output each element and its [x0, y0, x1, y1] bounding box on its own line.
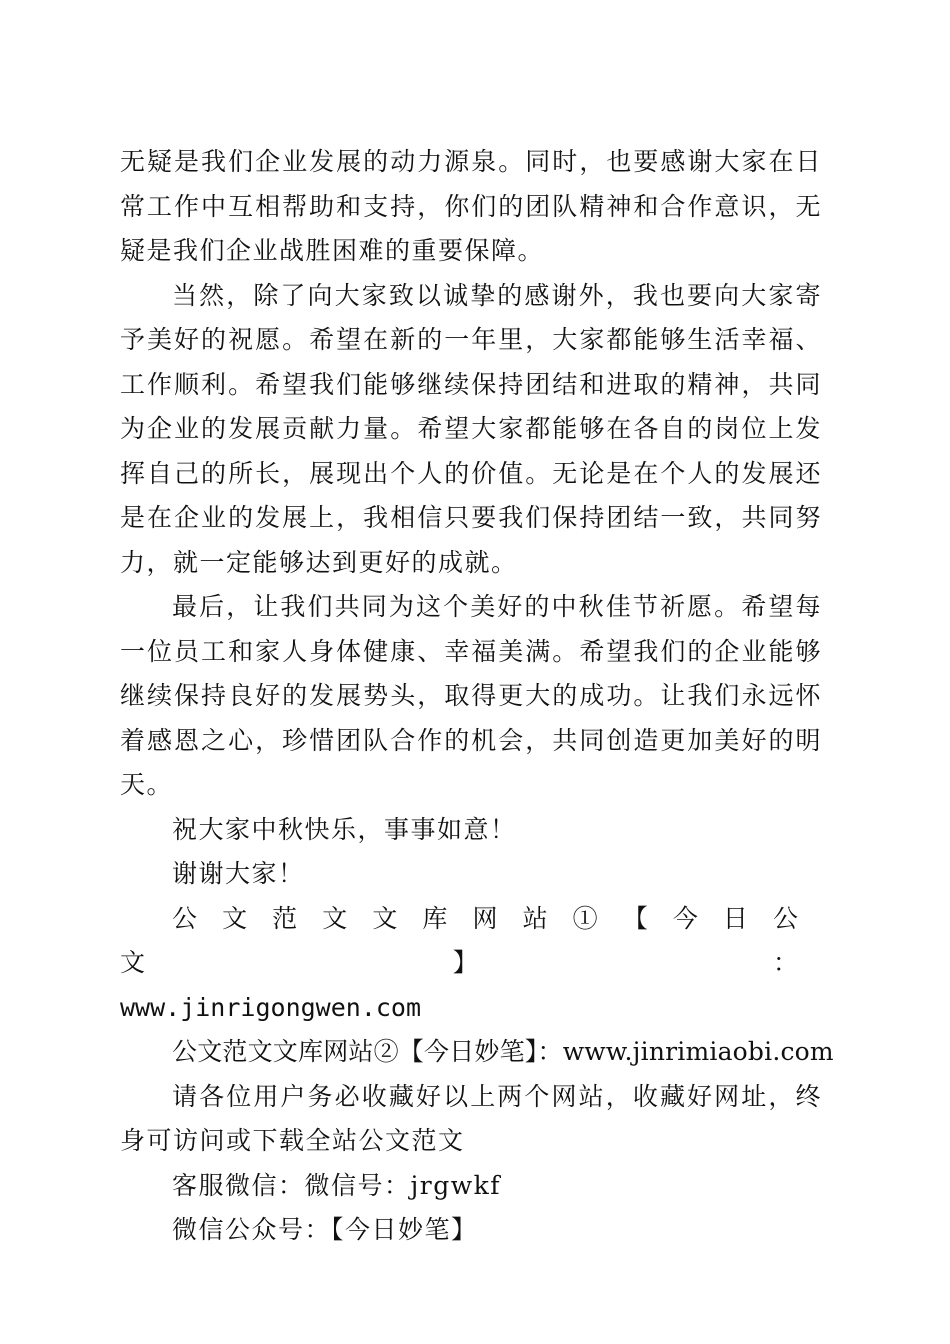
- paragraph-thanks-continued: 无疑是我们企业发展的动力源泉。同时，也要感谢大家在日常工作中互相帮助和支持，你们的团队精神和合作意识，无疑是我们企业战胜困难的重要保障。: [120, 147, 822, 265]
- festival-greeting: 祝大家中秋快乐，事事如意！: [172, 814, 517, 844]
- website-two-line[interactable]: 公文范文文库网站②【今日妙笔】：www.jinrimiaobi.com: [172, 1037, 834, 1066]
- paragraph-wishes: 当然，除了向大家致以诚挚的感谢外，我也要向大家寄予美好的祝愿。希望在新的一年里，大家都能够生活幸福、工作顺利。希望我们能够继续保持团结和进取的精神，共同为企业的发展贡献力量。希望大家都能够在各自的岗位上发挥自己的所长，展现出个人的价值。无论是在个人的发展还是在企业的发展上，我相信只要我们保持团结一致，共同努力，就一定能够达到更好的成就。: [120, 280, 822, 577]
- paragraph-closing: 最后，让我们共同为这个美好的中秋佳节祈愿。希望每一位员工和家人身体健康、幸福美满。希望我们的企业能够继续保持良好的发展势头，取得更大的成功。让我们永远怀着感恩之心，珍惜团队合作的机会，共同创造更加美好的明天。: [120, 592, 822, 799]
- thank-you-line: 谢谢大家！: [172, 859, 305, 888]
- document-body: [120, 140, 834, 1253]
- wechat-official-account: 微信公众号：【今日妙笔】: [172, 1215, 478, 1244]
- customer-service-wechat: 客服微信：微信号：jrgwkf: [172, 1170, 502, 1200]
- website-one-url[interactable]: www.jinrigongwen.com: [120, 992, 422, 1022]
- bookmark-notice: 请各位用户务必收藏好以上两个网站，收藏好网址，终身可访问或下载全站公文范文: [120, 1081, 822, 1155]
- website-one-label: 公文范文文库网站①【今日公文】：: [120, 903, 822, 977]
